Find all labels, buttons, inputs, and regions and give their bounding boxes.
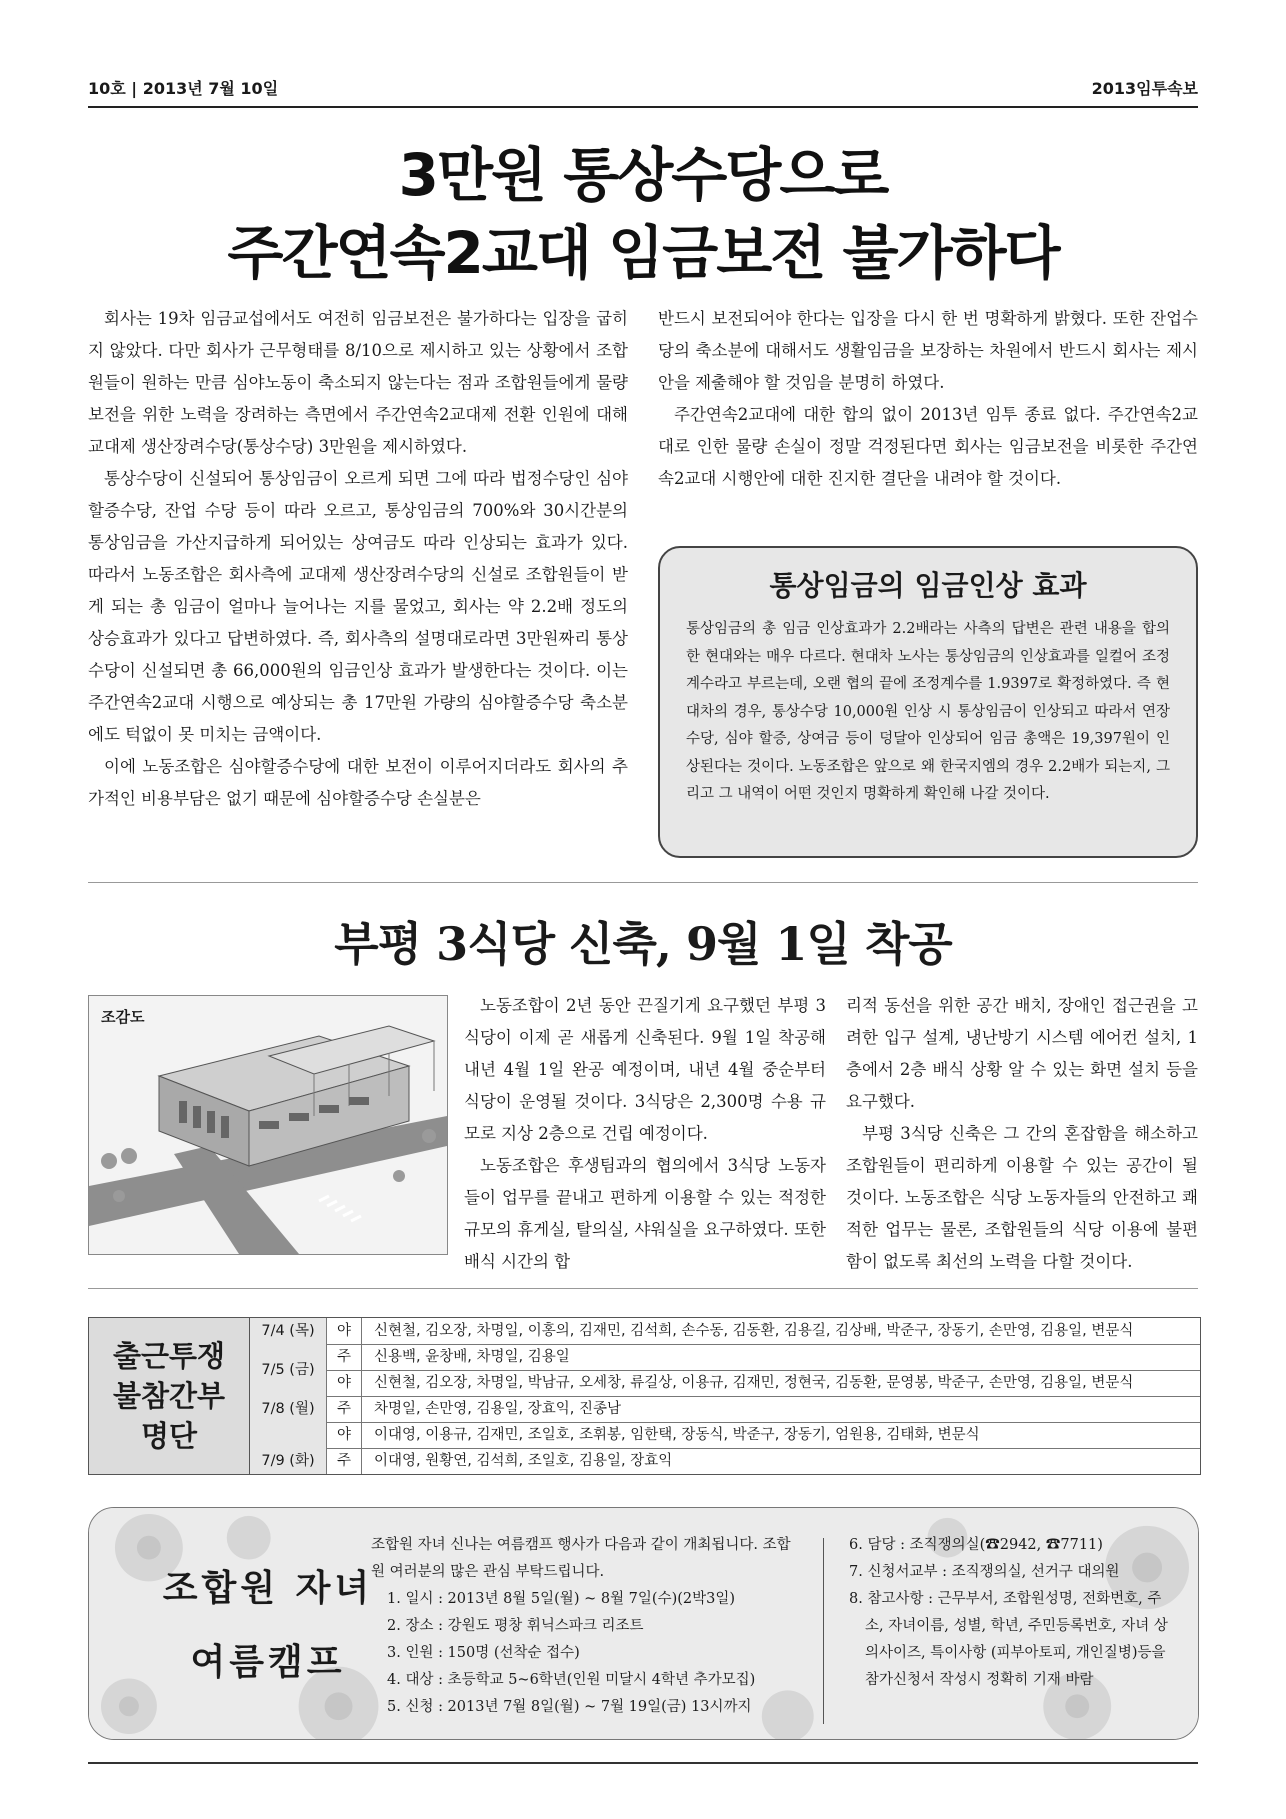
row-shift: 주: [327, 1344, 362, 1370]
building-illustration: [88, 995, 448, 1255]
camp-title: [123, 1552, 413, 1700]
article1-right-column: [658, 303, 1198, 495]
table-row: [250, 1344, 1200, 1378]
camp-details-right: [849, 1532, 1173, 1694]
article1-paragraph: 주간연속2교대에 대한 합의 없이 2013년 임투 종료 없다. 주간연속2교대로 인한 물량 손실이 정말 걱정된다면 회사는 임금보전을 비롯한 주간연속2교대 시행안에 대한 진지한 결단을 내려야 할 것이다.: [658, 405, 1198, 488]
info-box: [658, 546, 1198, 858]
article1-paragraph-text: 이에 노동조합은 심야할증수당에 대한 보전이 이루어지더라도 회사의 추가적인 비용부담은 없기 때문에 심야할증수당 손실분은: [88, 757, 628, 808]
attendance-title-line: 명단: [140, 1419, 198, 1453]
info-box-title: 통상임금의 임금인상 효과: [769, 569, 1087, 602]
article1-paragraph: [88, 751, 628, 815]
figure-label: 조감도: [101, 1008, 145, 1026]
camp-item: 4. 대상 : 초등학교 5~6학년(인원 미달시 4학년 추가모집): [387, 1672, 756, 1688]
table-row: [250, 1396, 1200, 1423]
attendance-title-line: 불참간부: [112, 1379, 226, 1413]
article2-right-column: [846, 990, 1198, 1278]
camp-title-line: 여름캠프: [190, 1642, 346, 1683]
building-rendering-image: [89, 996, 447, 1254]
table-row: [250, 1448, 1200, 1474]
headline-line1: 3만원 통상수당으로: [398, 141, 888, 209]
camp-intro-text: 조합원 자녀 신나는 여름캠프 행사가 다음과 같이 개최됩니다. 조합원 여러분의 많은 관심 부탁드립니다.: [371, 1537, 791, 1580]
article2-paragraph: 노동조합은 후생팀과의 협의에서 3식당 노동자들이 업무를 끝내고 편하게 이용할 수 있는 적정한 규모의 휴게실, 탈의실, 샤워실을 요구하였다. 또한 배식 시간의 합: [464, 1156, 826, 1271]
row-shift: 야: [327, 1318, 362, 1344]
row-names: 이대영, 원황연, 김석희, 조일호, 김용일, 장효익: [374, 1453, 673, 1469]
camp-item: 5. 신청 : 2013년 7월 8일(월) ~ 7월 19일(금) 13시까지: [387, 1699, 752, 1715]
article1-paragraph: 회사는 19차 임금교섭에서도 여전히 임금보전은 불가하다는 입장을 굽히지 않았다. 다만 회사가 근무형태를 8/10으로 제시하고 있는 상황에서 조합원들이 원하는 만큼 심야노동이 축소되지 않는다는 점과 조합원들에게 물량보전을 위한 노력을 장려하는 측면에서 주간연속2교대제 전환 인원에 대해 교대제 생산장려수당(통상수당) 3만원을 제시하였다.: [88, 309, 628, 456]
table-row: [250, 1422, 1200, 1449]
row-shift: 야: [327, 1422, 362, 1448]
attendance-table: [88, 1317, 1201, 1475]
article2-paragraph: 부평 3식당 신축은 그 간의 혼잡함을 해소하고 조합원들이 편리하게 이용할 수 있는 공간이 될 것이다. 노동조합은 식당 노동자들의 안전하고 쾌적한 업무는 물론, 조합원들의 식당 이용에 불편함이 없도록 최선의 노력을 다할 것이다.: [846, 1124, 1198, 1271]
camp-title-line: 조합원 자녀: [162, 1568, 374, 1609]
camp-item: 1. 일시 : 2013년 8월 5일(월) ~ 8월 7일(수)(2박3일): [387, 1591, 736, 1607]
article1-left-column: [88, 303, 628, 815]
header-rule: [88, 106, 1198, 108]
footer-rule: [88, 1762, 1198, 1764]
camp-item: 3. 인원 : 150명 (선착순 접수): [387, 1645, 580, 1661]
table-row: [250, 1318, 1200, 1345]
row-names: 이대영, 이용규, 김재민, 조일호, 조휘봉, 임한택, 장동식, 박준구, 장동기, 엄원용, 김태화, 변문식: [374, 1427, 980, 1443]
issue-date: 10호 | 2013년 7월 10일: [88, 79, 279, 98]
camp-item: 6. 담당 : 조직쟁의실(☎2942, ☎7711): [849, 1537, 1103, 1553]
row-names: 신현철, 김오장, 차명일, 이홍의, 김재민, 김석희, 손수동, 김동환, 김용길, 김상배, 박준구, 장동기, 손만영, 김용일, 변문식: [374, 1323, 1134, 1339]
camp-item: 7. 신청서교부 : 조직쟁의실, 선거구 대의원: [849, 1564, 1120, 1580]
article2-paragraph-continued: 리적 동선을 위한 공간 배치, 장애인 접근권을 고려한 입구 설계, 냉난방기 시스템 에어컨 설치, 1층에서 2층 배식 상황 알 수 있는 화면 설치 등을 요구했다.: [846, 996, 1198, 1111]
info-box-body: 통상임금의 총 임금 인상효과가 2.2배라는 사측의 답변은 관련 내용을 합의한 현대와는 매우 다르다. 현대차 노사는 통상임금의 인상효과를 일컬어 조정계수라고 부르는데, 오랜 협의 끝에 조정계수를 1.9397로 확정하였다. 즉 현대차의 경우, 통상수당 10,000원 인상 시 통상임금이 인상되고 따라서 연장수당, 심야 할증, 상여금 등이 덩달아 인상되어 임금 총액은 19,397원이 인상된다는 것이다. 노동조합은 앞으로 왜 한국지엠의 경우 2.2배가 되는지, 그리고 그 내역이 어떤 것인지 명확하게 확인해 나갈 것이다.: [686, 621, 1170, 802]
row-shift: 야: [327, 1370, 362, 1396]
row-names: 신용백, 윤창배, 차명일, 김용일: [374, 1349, 570, 1365]
attendance-table-title: [89, 1318, 250, 1474]
section-divider: [88, 1288, 1198, 1289]
camp-details-left: [371, 1532, 801, 1721]
article2-title: 부평 3식당 신축, 9월 1일 착공: [334, 917, 952, 971]
row-shift: 주: [327, 1396, 362, 1422]
headline-line2: 주간연속2교대 임금보전 불가하다: [227, 219, 1059, 287]
row-date: 7/4 (목): [250, 1318, 327, 1344]
row-names: 차명일, 손만영, 김용일, 장효익, 진종남: [374, 1401, 621, 1417]
summer-camp-notice: [88, 1507, 1199, 1740]
article2-middle-column: [464, 990, 826, 1278]
table-row: [250, 1370, 1200, 1397]
camp-divider: [823, 1538, 824, 1724]
camp-item: 2. 장소 : 강원도 평창 휘닉스파크 리조트: [387, 1618, 644, 1634]
publication-name: 2013임투속보: [1091, 79, 1198, 98]
row-date: 7/5 (금): [250, 1344, 327, 1396]
row-date: 7/9 (화): [250, 1448, 327, 1474]
article1-paragraph-continued: 반드시 보전되어야 한다는 입장을 다시 한 번 명확하게 밝혔다. 또한 잔업수당의 축소분에 대해서도 생활임금을 보장하는 차원에서 반드시 회사는 제시안을 제출해야 할 것임을 분명히 하였다.: [658, 309, 1198, 392]
section-divider: [88, 882, 1198, 883]
camp-item: 8. 참고사항 : 근무부서, 조합원성명, 전화번호, 주소, 자녀이름, 성별, 학년, 주민등록번호, 자녀 상의사이즈, 특이사항 (피부아토피, 개인질병)등을 참가신청서 작성시 정확히 기재 바람: [849, 1591, 1168, 1688]
attendance-title-line: 출근투쟁: [112, 1339, 226, 1373]
row-names: 신현철, 김오장, 차명일, 박남규, 오세창, 류길상, 이용규, 김재민, 정현국, 김동환, 문영봉, 박준구, 손만영, 김용일, 변문식: [374, 1375, 1134, 1391]
article1-paragraph: 통상수당이 신설되어 통상임금이 오르게 되면 그에 따라 법정수당인 심야할증수당, 잔업 수당 등이 따라 오르고, 통상임금의 700%와 30시간분의 통상임금을 가산지급하게 되어있는 상여금도 따라 인상되는 효과가 있다. 따라서 노동조합은 회사측에 교대제 생산장려수당의 신설로 조합원들이 받게 되는 총 임금이 얼마나 늘어나는 지를 물었고, 회사는 약 2.2배 정도의 상승효과가 있다고 답변하였다. 즉, 회사측의 설명대로라면 3만원짜리 통상수당이 신설되면 총 66,000원의 임금인상 효과가 발생한다는 것이다. 이는 주간연속2교대 시행으로 예상되는 총 17만원 가량의 심야할증수당 축소분에도 턱없이 못 미치는 금액이다.: [88, 469, 628, 744]
row-date: 7/8 (월): [250, 1396, 327, 1448]
row-shift: 주: [327, 1448, 362, 1474]
article2-paragraph: 노동조합이 2년 동안 끈질기게 요구했던 부평 3식당이 이제 곧 새롭게 신축된다. 9월 1일 착공해 내년 4월 1일 완공 예정이며, 내년 4월 중순부터 식당이 운영될 것이다. 3식당은 2,300명 수용 규모로 지상 2층으로 건립 예정이다.: [464, 996, 826, 1143]
